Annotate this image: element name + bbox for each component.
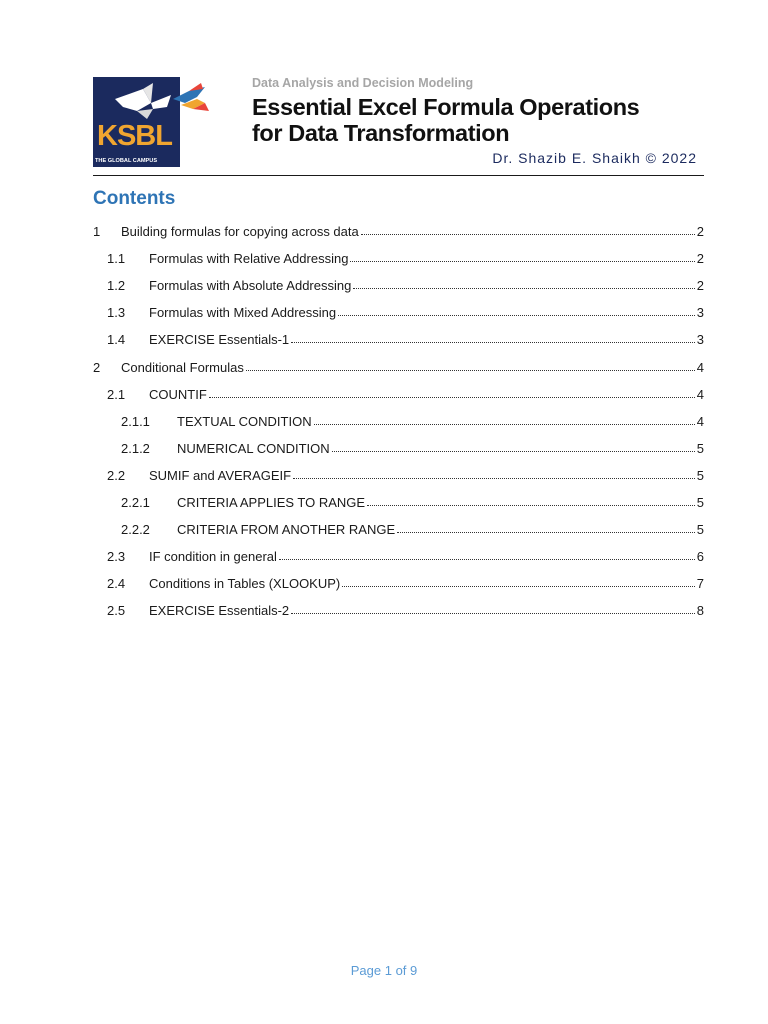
toc-entry-page-number[interactable]: 3 [696, 332, 704, 348]
toc-entry-label[interactable]: Conditional Formulas [121, 359, 244, 375]
toc-entry-page-number[interactable]: 5 [696, 522, 704, 538]
table-of-contents [93, 218, 704, 624]
course-subject: Data Analysis and Decision Modeling [252, 76, 474, 90]
toc-entry-label[interactable]: Formulas with Relative Addressing [149, 251, 349, 267]
toc-entry[interactable] [93, 489, 704, 516]
toc-entry-label[interactable]: COUNTIF [149, 386, 207, 402]
toc-entry[interactable] [93, 381, 704, 408]
toc-dot-leader [291, 613, 695, 614]
toc-entry-page-number[interactable]: 2 [696, 224, 704, 240]
toc-entry[interactable] [93, 299, 704, 326]
toc-dot-leader [209, 397, 695, 398]
toc-dot-leader [332, 451, 695, 452]
toc-entry-number: 1 [93, 224, 101, 240]
toc-entry-label[interactable]: TEXTUAL CONDITION [177, 413, 312, 429]
header-divider [93, 175, 704, 176]
toc-entry-label[interactable]: Formulas with Mixed Addressing [149, 305, 337, 321]
logo-wordmark: KSBL [97, 120, 172, 152]
toc-entry-number: 2.2 [107, 467, 126, 483]
toc-dot-leader [342, 586, 695, 587]
toc-entry-page-number[interactable]: 5 [696, 467, 704, 483]
toc-entry[interactable] [93, 353, 704, 380]
toc-entry-label[interactable]: NUMERICAL CONDITION [177, 440, 330, 456]
toc-dot-leader [350, 261, 694, 262]
toc-entry-number: 2.4 [107, 576, 126, 592]
document-header [93, 76, 704, 176]
toc-entry-label[interactable]: EXERCISE Essentials-1 [149, 332, 290, 348]
author-credit: Dr. Shazib E. Shaikh © 2022 [492, 150, 697, 166]
toc-entry[interactable] [93, 408, 704, 435]
toc-entry-number: 1.3 [107, 305, 126, 321]
toc-dot-leader [279, 559, 695, 560]
toc-entry-page-number[interactable]: 4 [696, 386, 704, 402]
toc-entry-label[interactable]: EXERCISE Essentials-2 [149, 603, 290, 619]
toc-dot-leader [291, 342, 695, 343]
toc-entry-number: 2.1 [107, 386, 126, 402]
toc-entry-number: 2.1.1 [121, 413, 150, 429]
toc-dot-leader [361, 234, 695, 235]
toc-entry-page-number[interactable]: 2 [696, 278, 704, 294]
toc-entry-number: 1.1 [107, 251, 126, 267]
toc-entry[interactable] [93, 218, 704, 245]
toc-entry-page-number[interactable]: 6 [696, 549, 704, 565]
title-line-1: Essential Excel Formula Operations [252, 94, 640, 120]
toc-dot-leader [338, 315, 695, 316]
toc-entry-label[interactable]: CRITERIA APPLIES TO RANGE [177, 494, 366, 510]
toc-entry[interactable] [93, 462, 704, 489]
ksbl-logo [93, 77, 214, 167]
toc-entry-label[interactable]: SUMIF and AVERAGEIF [149, 467, 292, 483]
toc-entry-number: 2.3 [107, 549, 126, 565]
toc-entry-page-number[interactable]: 2 [696, 251, 704, 267]
toc-entry-number: 2.1.2 [121, 440, 150, 456]
title-line-2: for Data Transformation [252, 120, 510, 146]
toc-dot-leader [397, 532, 695, 533]
toc-entry-page-number[interactable]: 5 [696, 494, 704, 510]
toc-entry-page-number[interactable]: 4 [696, 413, 704, 429]
contents-heading: Contents [93, 188, 176, 209]
page-footer: Page 1 of 9 [350, 963, 418, 978]
toc-entry[interactable] [93, 245, 704, 272]
toc-entry[interactable] [93, 543, 704, 570]
toc-dot-leader [246, 370, 695, 371]
toc-entry[interactable] [93, 272, 704, 299]
toc-dot-leader [293, 478, 695, 479]
toc-entry-label[interactable]: Formulas with Absolute Addressing [149, 278, 352, 294]
toc-entry-page-number[interactable]: 8 [696, 603, 704, 619]
toc-entry-number: 1.4 [107, 332, 126, 348]
toc-entry-label[interactable]: IF condition in general [149, 549, 277, 565]
toc-entry-label[interactable]: Building formulas for copying across data [121, 224, 359, 240]
toc-dot-leader [353, 288, 694, 289]
toc-entry-number: 2.2.1 [121, 494, 150, 510]
toc-entry[interactable] [93, 570, 704, 597]
document-title [252, 94, 704, 146]
toc-entry-page-number[interactable]: 5 [696, 440, 704, 456]
toc-entry-label[interactable]: CRITERIA FROM ANOTHER RANGE [177, 522, 396, 538]
toc-entry-label[interactable]: Conditions in Tables (XLOOKUP) [149, 576, 341, 592]
toc-entry-number: 1.2 [107, 278, 126, 294]
toc-dot-leader [314, 424, 695, 425]
toc-entry-number: 2.5 [107, 603, 126, 619]
logo-tagline: THE GLOBAL CAMPUS [95, 158, 158, 164]
toc-entry-page-number[interactable]: 4 [696, 359, 704, 375]
toc-entry[interactable] [93, 516, 704, 543]
toc-entry[interactable] [93, 597, 704, 624]
toc-entry-number: 2.2.2 [121, 522, 150, 538]
toc-entry-page-number[interactable]: 3 [696, 305, 704, 321]
toc-entry-page-number[interactable]: 7 [696, 576, 704, 592]
toc-entry-number: 2 [93, 359, 101, 375]
toc-dot-leader [367, 505, 695, 506]
toc-entry[interactable] [93, 435, 704, 462]
toc-entry[interactable] [93, 326, 704, 353]
